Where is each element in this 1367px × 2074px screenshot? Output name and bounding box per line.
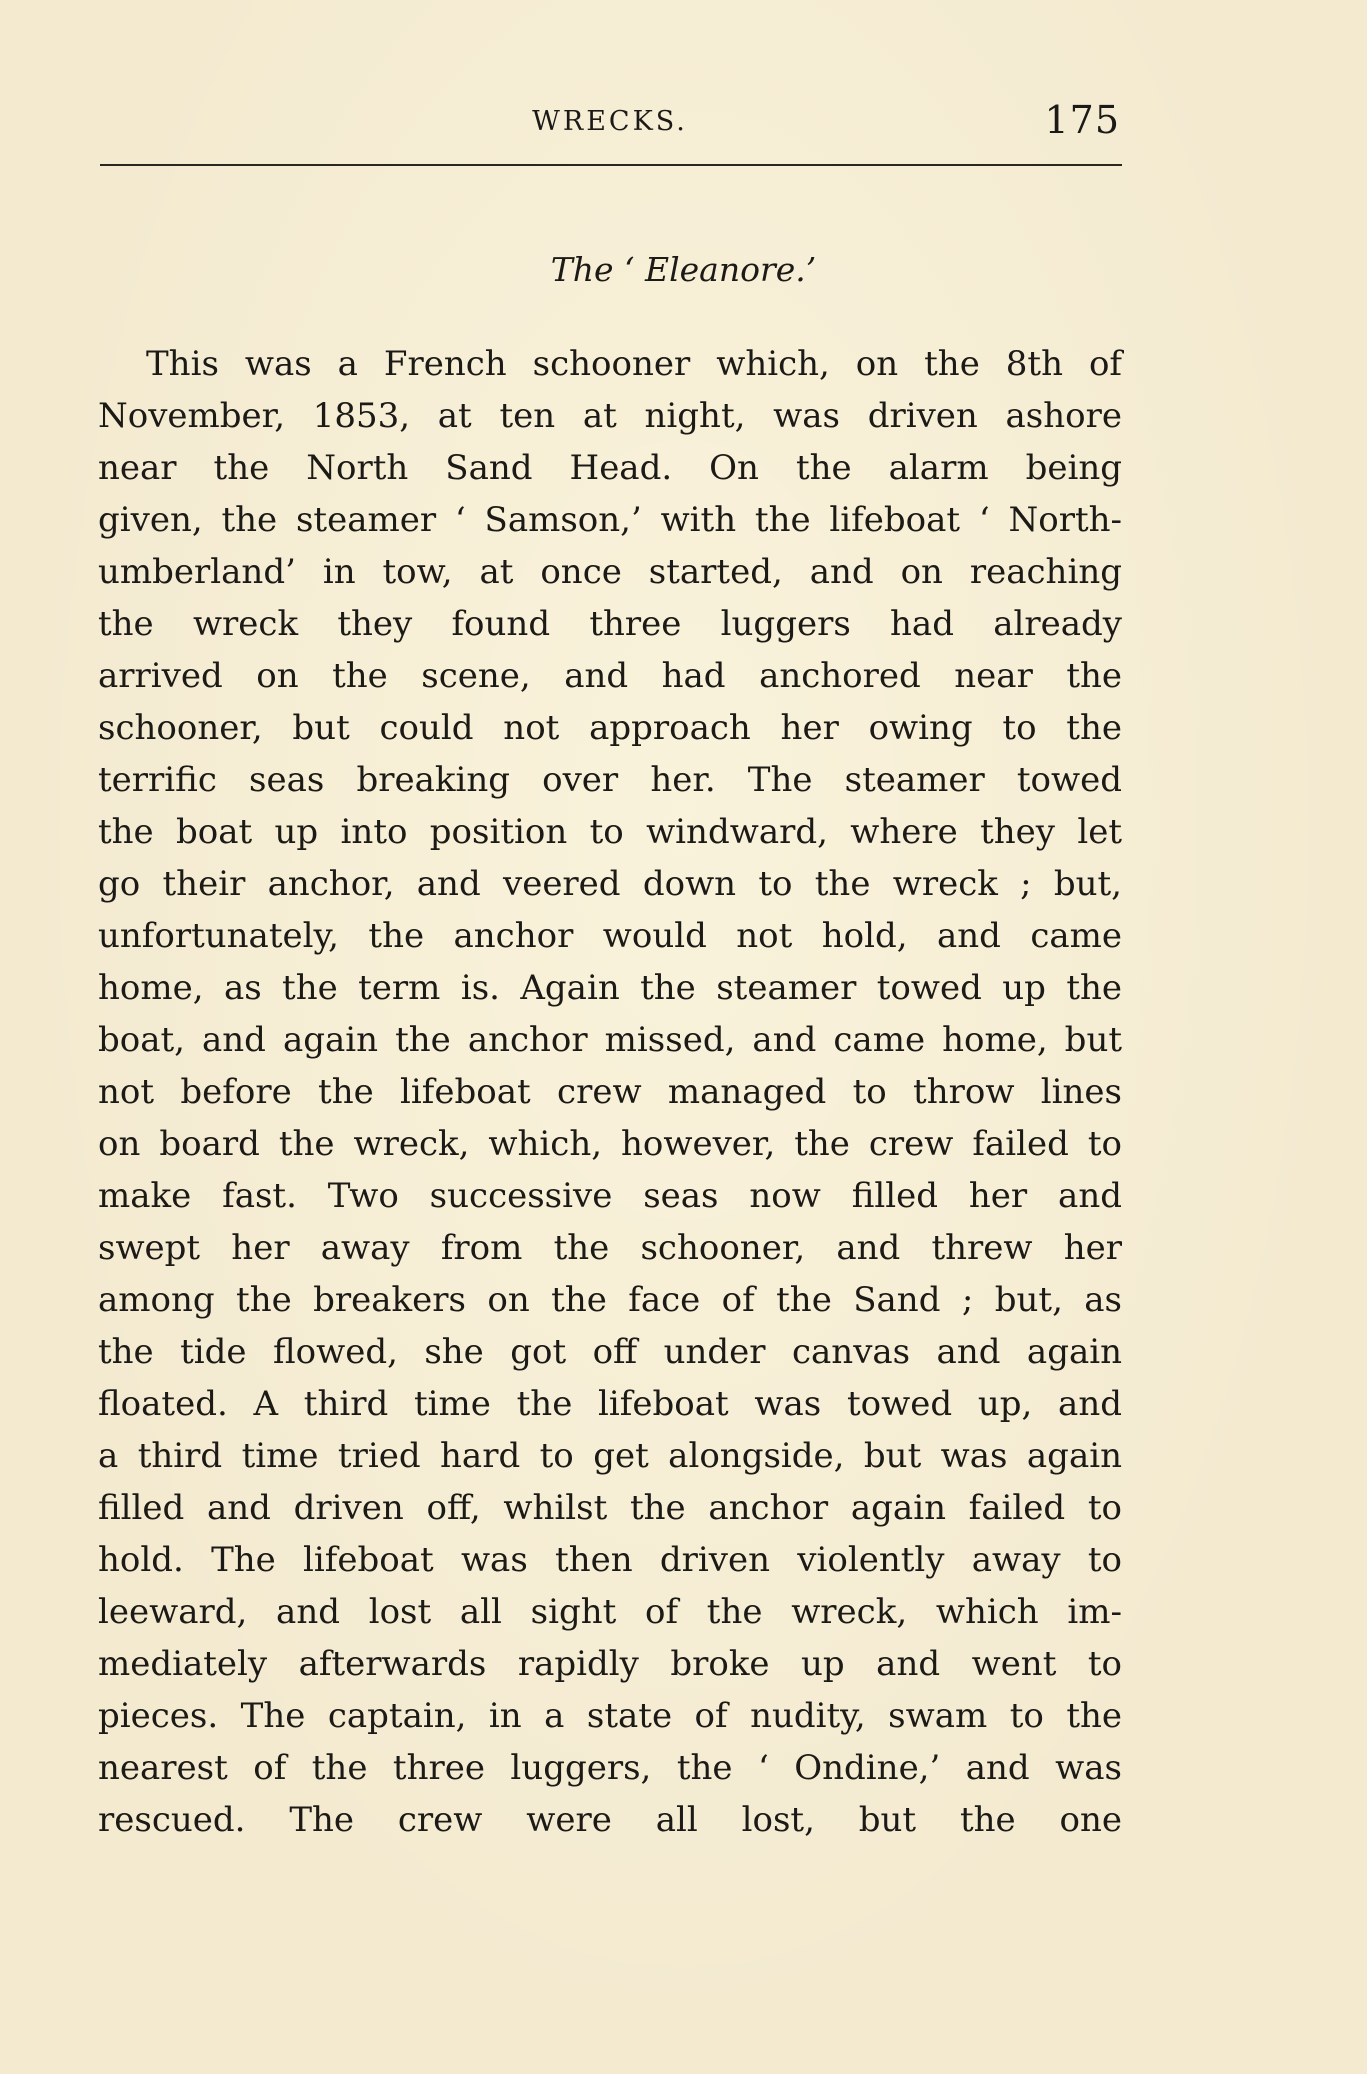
text-line: go their anchor, and veered down to the wreck ; but, [98,864,1122,904]
text-line: among the breakers on the face of the Sand ; but, as [98,1280,1122,1320]
text-line: hold. The lifeboat was then driven violently away to [98,1540,1122,1580]
body-text [98,338,1122,1846]
text-line: umberland’ in tow, at once started, and on reaching [98,552,1122,592]
text-line: a third time tried hard to get alongside, but was again [98,1436,1122,1476]
header-rule [100,164,1122,166]
text-line: boat, and again the anchor missed, and came home, but [98,1020,1122,1060]
text-line: the tide flowed, she got off under canvas and again [98,1332,1122,1372]
text-line: This was a French schooner which, on the 8th of [146,344,1122,384]
text-line: not before the lifeboat crew managed to throw lines [98,1072,1122,1112]
text-line: nearest of the three luggers, the ‘ Ondine,’ and was [98,1748,1122,1788]
text-line: leeward, and lost all sight of the wreck, which im- [98,1592,1122,1632]
text-line: swept her away from the schooner, and threw her [98,1228,1122,1268]
text-line: unfortunately, the anchor would not hold, and came [98,916,1122,956]
text-line: terrific seas breaking over her. The steamer towed [98,760,1122,800]
text-line: schooner, but could not approach her owing to the [98,708,1122,748]
running-title: WRECKS. [532,106,688,137]
running-head [100,98,1120,148]
text-line: rescued. The crew were all lost, but the one [98,1800,1122,1840]
text-line: floated. A third time the lifeboat was towed up, and [98,1384,1122,1424]
page-number: 175 [1044,98,1120,142]
text-line: on board the wreck, which, however, the crew failed to [98,1124,1122,1164]
text-line: make fast. Two successive seas now filled her and [98,1176,1122,1216]
text-line: near the North Sand Head. On the alarm being [98,448,1122,488]
text-line: arrived on the scene, and had anchored near the [98,656,1122,696]
text-line: given, the steamer ‘ Samson,’ with the lifeboat ‘ North- [98,500,1122,540]
text-line: November, 1853, at ten at night, was driven ashore [98,396,1122,436]
text-line: home, as the term is. Again the steamer towed up the [98,968,1122,1008]
text-line: the boat up into position to windward, where they let [98,812,1122,852]
text-line: pieces. The captain, in a state of nudity, swam to the [98,1696,1122,1736]
text-line: filled and driven off, whilst the anchor again failed to [98,1488,1122,1528]
section-title: The ‘ Eleanore.’ [550,250,817,289]
text-line: the wreck they found three luggers had already [98,604,1122,644]
text-line: mediately afterwards rapidly broke up and went to [98,1644,1122,1684]
